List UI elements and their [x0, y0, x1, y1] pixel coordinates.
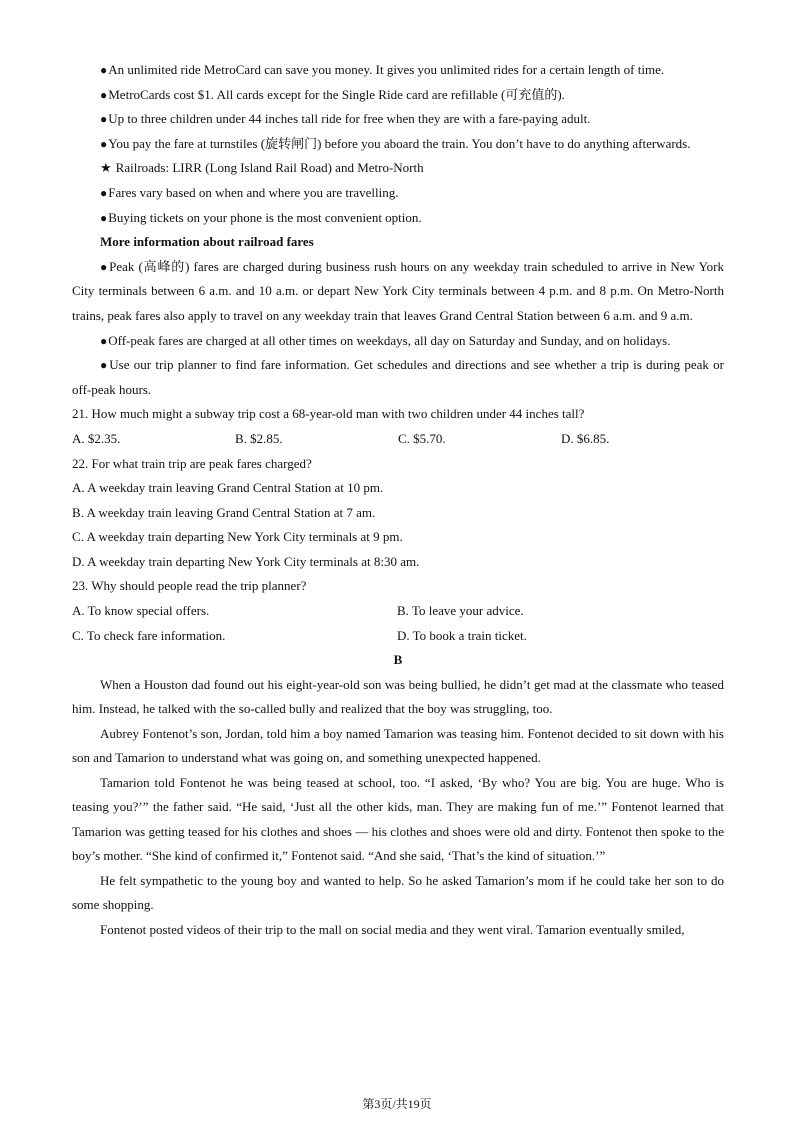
option-b: B. To leave your advice.	[397, 603, 524, 619]
question-options-row-2	[72, 624, 724, 649]
question-22	[72, 452, 724, 575]
bullet-unlimited-metrocard: ● An unlimited ride MetroCard can save you money. It gives you unlimited rides for a certain length of time.	[72, 58, 724, 83]
railroads-heading: ★ Railroads: LIRR (Long Island Rail Road) and Metro-North	[72, 156, 724, 181]
bullet-trip-planner: ● Use our trip planner to find fare information. Get schedules and directions and see whether a trip is during peak or off-peak hours.	[72, 353, 724, 402]
option-c: C. $5.70.	[398, 430, 446, 446]
option-d: D. A weekday train departing New York City terminals at 8:30 am.	[72, 553, 420, 569]
section-b-label: B	[393, 652, 403, 668]
passage-b-paragraph: When a Houston dad found out his eight-year-old son was being bullied, he didn’t get mad at the classmate who teased him. Instead, he talked with the so-called bully and realized that the boy was struggling, too.	[72, 676, 724, 717]
page-number-footer: 第3页/共19页	[362, 1097, 432, 1111]
option-d: D. To book a train ticket.	[397, 627, 527, 643]
more-info-heading: More information about railroad fares	[100, 234, 314, 250]
question-23	[72, 574, 724, 648]
question-stem: 23. Why should people read the trip planner?	[72, 578, 307, 594]
option-a: A. To know special offers.	[72, 603, 210, 619]
option-d: D. $6.85.	[561, 430, 610, 446]
option-b: B. $2.85.	[235, 430, 283, 446]
option-c: C. A weekday train departing New York City terminals at 9 pm.	[72, 529, 403, 545]
option-c: C. To check fare information.	[72, 627, 226, 643]
passage-b-paragraph: Fontenot posted videos of their trip to the mall on social media and they went viral. Tamarion eventually smiled,	[100, 921, 685, 937]
question-options-row-1	[72, 599, 724, 624]
page-content	[72, 58, 724, 942]
passage-b	[72, 673, 724, 943]
bullet-children-free: ● Up to three children under 44 inches tall ride for free when they are with a fare-paying adult.	[72, 107, 724, 132]
bullet-off-peak-fares: ● Off-peak fares are charged at all other times on weekdays, all day on Saturday and Sunday, and on holidays.	[72, 329, 724, 354]
bullet-turnstiles: ● You pay the fare at turnstiles (旋转闸门) before you aboard the train. You don’t have to do anything afterwards.	[72, 132, 724, 157]
question-options	[72, 427, 724, 452]
option-a: A. $2.35.	[72, 430, 121, 446]
bullet-phone-tickets: ● Buying tickets on your phone is the most convenient option.	[72, 206, 724, 231]
passage-b-paragraph: He felt sympathetic to the young boy and wanted to help. So he asked Tamarion’s mom if he could take her son to do some shopping.	[72, 872, 724, 913]
passage-b-paragraph: Aubrey Fontenot’s son, Jordan, told him a boy named Tamarion was teasing him. Fontenot decided to sit down with his son and Tamarion to understand what was going on, and something unexpected happened.	[72, 725, 724, 766]
option-b: B. A weekday train leaving Grand Central Station at 7 am.	[72, 504, 376, 520]
passage-b-paragraph: Tamarion told Fontenot he was being teased at school, too. “I asked, ‘By who? You are big. You are huge. Who is teasing you?’” the father said. “He said, ‘Just all the other kids, man. They are making fun of me.’” Fontenot learned that Tamarion was getting teased for his clothes and shoes — his clothes and shoes were old and dirty. Fontenot then spoke to the boy’s mother. “She kind of confirmed it,” Fontenot said. “And she said, ‘That’s the kind of situation.’”	[72, 774, 724, 864]
question-stem: 22. For what train trip are peak fares charged?	[72, 455, 312, 471]
bullet-fares-vary: ● Fares vary based on when and where you are travelling.	[72, 181, 724, 206]
question-21	[72, 402, 724, 451]
bullet-peak-fares: ● Peak (高峰的) fares are charged during business rush hours on any weekday train scheduled to arrive in New York City terminals between 6 a.m. and 10 a.m. or depart New York City terminals between 4 p.m. and 8 p.m. On Metro-North trains, peak fares also apply to travel on any weekday train that leaves Grand Central Station between 6 a.m. and 9 a.m.	[72, 255, 724, 329]
question-stem: 21. How much might a subway trip cost a 68-year-old man with two children under 44 inches tall?	[72, 406, 585, 422]
option-a: A. A weekday train leaving Grand Central Station at 10 pm.	[72, 480, 384, 496]
bullet-metrocard-cost: ● MetroCards cost $1. All cards except for the Single Ride card are refillable (可充值的).	[72, 83, 724, 108]
